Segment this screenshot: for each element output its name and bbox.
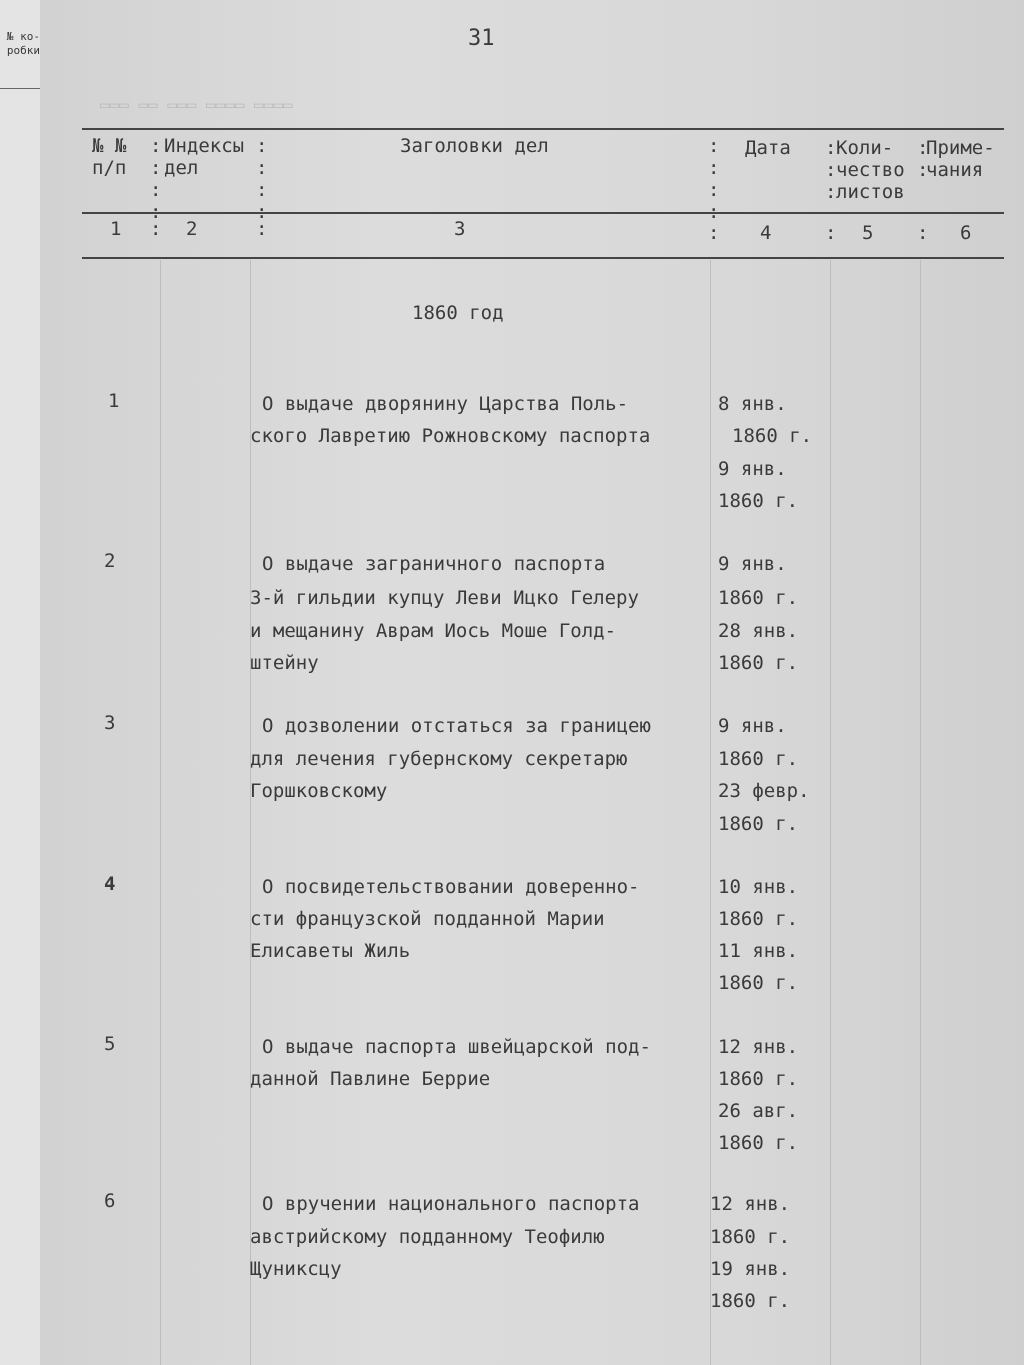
header-no: № № п/п (92, 135, 127, 179)
header-date: Дата (745, 137, 791, 159)
entry-date-line: 9 янв. (718, 553, 787, 575)
header-notes: Приме- чания (926, 137, 995, 181)
header-index: Индексы дел (164, 135, 245, 179)
entry-date-line: 1860 г. (718, 972, 799, 994)
entry-date-line: 1860 г. (718, 490, 799, 512)
entry-title-line: О посвидетельствовании доверенно- (262, 876, 640, 898)
entry-title-line: О выдаче паспорта швейцарской под- (262, 1036, 651, 1058)
entry-title-line: сти французской подданной Марии (250, 908, 605, 930)
header-sep-2: : : : : (256, 135, 268, 223)
entry-title-line: Щуниксцу (250, 1258, 342, 1280)
entry-date-line: 9 янв. (718, 715, 787, 737)
col-number-sep-1: : (150, 218, 162, 240)
col-number-6: 6 (960, 222, 972, 244)
column-numbers-rule (82, 257, 1004, 259)
entry-title-line: Горшковскому (250, 780, 388, 802)
entry-number: 6 (104, 1190, 116, 1212)
entry-number: 5 (104, 1033, 116, 1055)
entry-number: 1 (108, 390, 120, 412)
entry-date-line: 1860 г. (718, 1068, 799, 1090)
entry-title-line: штейну (250, 652, 319, 674)
entry-date-line: 1860 г. (732, 425, 813, 447)
entry-title-line: для лечения губернскому секретарю (250, 748, 628, 770)
col-number-sep-4: : (825, 222, 837, 244)
entry-date-line: 1860 г. (718, 652, 799, 674)
entry-number: 3 (104, 712, 116, 734)
col-rule-1 (160, 260, 161, 1365)
col-number-1: 1 (110, 218, 122, 240)
col-number-4: 4 (760, 222, 772, 244)
year-heading: 1860 год (412, 302, 504, 324)
entry-title-line: О выдаче заграничного паспорта (262, 553, 606, 575)
col-number-5: 5 (862, 222, 874, 244)
entry-date-line: 10 янв. (718, 876, 799, 898)
entry-date-line: 19 янв. (710, 1258, 791, 1280)
entry-title-line: Елисаветы Жиль (250, 940, 411, 962)
col-number-2: 2 (186, 218, 198, 240)
header-bottom-rule (82, 212, 1004, 214)
col-number-sep-5: : (917, 222, 929, 244)
entry-title-line: и мещанину Аврам Иось Моше Голд- (250, 620, 617, 642)
entry-date-line: 1860 г. (718, 587, 799, 609)
col-rule-4 (830, 260, 831, 1365)
entry-title-line: О выдаче дворянину Царства Поль- (262, 393, 629, 415)
header-sep-4: : : : (825, 137, 837, 203)
header-sep-1: : : : : (150, 135, 162, 223)
entry-date-line: 11 янв. (718, 940, 799, 962)
entry-title-line: австрийскому подданному Теофилю (250, 1226, 605, 1248)
entry-title-line: ского Лавретию Рожновскому паспорта (250, 425, 651, 447)
entry-title-line: О вручении национального паспорта (262, 1193, 640, 1215)
document-page (40, 0, 1024, 1365)
entry-number: 2 (104, 550, 116, 572)
entry-title-line: 3-й гильдии купцу Леви Ицко Гелеру (250, 587, 639, 609)
entry-date-line: 1860 г. (718, 908, 799, 930)
entry-date-line: 28 янв. (718, 620, 799, 642)
entry-date-line: 1860 г. (710, 1226, 791, 1248)
entry-date-line: 1860 г. (718, 748, 799, 770)
header-title: Заголовки дел (400, 135, 549, 157)
col-number-sep-2: : (256, 218, 268, 240)
entry-date-line: 23 февр. (718, 780, 810, 802)
entry-title-line: данной Павлине Беррие (250, 1068, 491, 1090)
entry-date-line: 1860 г. (718, 813, 799, 835)
entry-date-line: 8 янв. (718, 393, 787, 415)
header-top-rule (82, 128, 1004, 130)
col-number-sep-3: : (708, 222, 720, 244)
header-sep-5: : : (917, 137, 929, 181)
entry-date-line: 1860 г. (718, 1132, 799, 1154)
entry-number: 4 (104, 873, 116, 895)
col-number-3: 3 (454, 218, 466, 240)
entry-date-line: 12 янв. (710, 1193, 791, 1215)
col-rule-5 (920, 260, 921, 1365)
entry-date-line: 12 янв. (718, 1036, 799, 1058)
entry-date-line: 1860 г. (710, 1290, 791, 1312)
entry-date-line: 9 янв. (718, 458, 787, 480)
entry-title-line: О дозволении отстаться за границею (262, 715, 651, 737)
header-count: Коли- чество листов (836, 137, 905, 203)
bleed-through-header: ▭▭▭ ▭▭ ▭▭▭ ▭▭▭▭ ▭▭▭▭ (100, 95, 293, 114)
entry-date-line: 26 авг. (718, 1100, 799, 1122)
page-number: 31 (468, 26, 495, 51)
box-number-header: № ко- робки (6, 30, 40, 57)
header-sep-3: : : : : (708, 135, 720, 223)
